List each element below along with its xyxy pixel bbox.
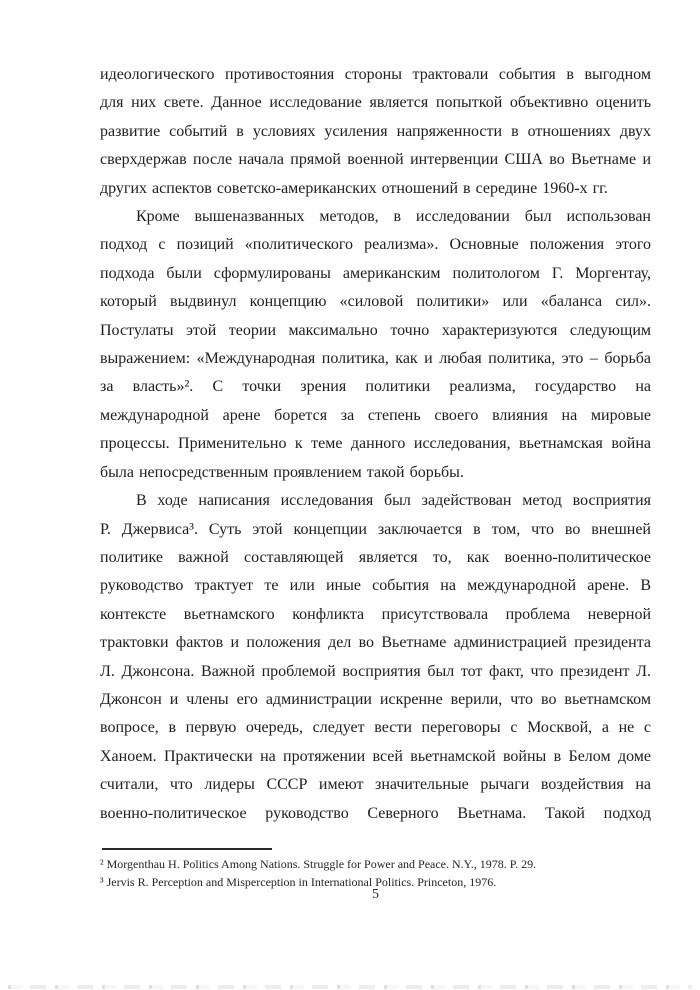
text-line: подход с позиций «политического реализма». Основные положения этого — [100, 236, 651, 254]
text-line: Л. Джонсона. Важной проблемой восприятия был тот факт, что президент Л. — [100, 662, 651, 680]
footnote-area — [100, 848, 651, 891]
text-line: который выдвинул концепцию «силовой политики» или «баланса сил». — [100, 293, 651, 311]
text-line: для них свете. Данное исследование является попыткой объективно оценить — [100, 94, 651, 112]
paragraph-political-realism — [100, 203, 651, 487]
text-line: сверхдержав после начала прямой военной интервенции США во Вьетнаме и — [100, 151, 651, 169]
text-line: за власть»². С точки зрения политики реализма, государство на — [100, 378, 651, 396]
text-line: Джонсон и члены его администрации искренне верили, что во вьетнамском — [100, 690, 651, 708]
text-line: вопросе, в первую очередь, следует вести переговоры с Москвой, а не с — [100, 719, 651, 737]
text-line: военно-политическое руководство Северного Вьетнама. Такой подход — [100, 804, 651, 822]
text-line: Р. Джервиса³. Суть этой концепции заключается в том, что во внешней — [100, 520, 651, 538]
text-line: Ханоем. Практически на протяжении всей вьетнамской войны в Белом доме — [100, 747, 651, 765]
paragraph-perception-method — [100, 487, 651, 828]
text-line: подхода были сформулированы американским политологом Г. Моргентау, — [100, 264, 651, 282]
text-line: международной арене борется за степень своего влияния на мировые — [100, 406, 651, 424]
text-line: считали, что лидеры СССР имеют значительные рычаги воздействия на — [100, 776, 651, 794]
text-line: выражением: «Международная политика, как и любая политика, это – борьба — [100, 350, 651, 368]
text-line: контексте вьетнамского конфликта присутствовала проблема неверной — [100, 605, 651, 623]
text-line: развитие событий в условиях усиления напряженности в отношениях двух — [100, 122, 651, 140]
text-line: политике важной составляющей является то, как военно-политическое — [100, 548, 651, 566]
next-page-edge-artifact — [8, 985, 692, 989]
text-line: была непосредственным проявлением такой борьбы. — [100, 463, 464, 481]
paragraph-ideological-confrontation — [100, 61, 651, 203]
text-line: Постулаты этой теории максимально точно характеризуются следующим — [100, 321, 651, 339]
text-line: руководство трактует те или иные события на международной арене. В — [100, 577, 651, 595]
text-line: В ходе написания исследования был задействован метод восприятия — [136, 492, 651, 510]
text-line: идеологического противостояния стороны трактовали события в выгодном — [100, 66, 651, 83]
text-line: трактовки фактов и положения дел во Вьетнаме администрацией президента — [100, 634, 651, 652]
footnote-jervis: ³ Jervis R. Perception and Misperception in International Politics. Princeton, 1976. — [100, 875, 497, 889]
text-line: процессы. Применительно к теме данного исследования, вьетнамская война — [100, 435, 651, 453]
page-number: 5 — [372, 887, 379, 902]
text-line: Кроме вышеназванных методов, в исследовании был использован — [136, 208, 651, 226]
page-body — [100, 61, 651, 828]
footnote-morgenthau: ² Morgenthau H. Politics Among Nations. Struggle for Power and Peace. N.Y., 1978. P. 29. — [100, 857, 537, 871]
footnote-separator-line — [102, 848, 272, 850]
text-line: других аспектов советско-американских отношений в середине 1960-х гг. — [100, 179, 608, 197]
